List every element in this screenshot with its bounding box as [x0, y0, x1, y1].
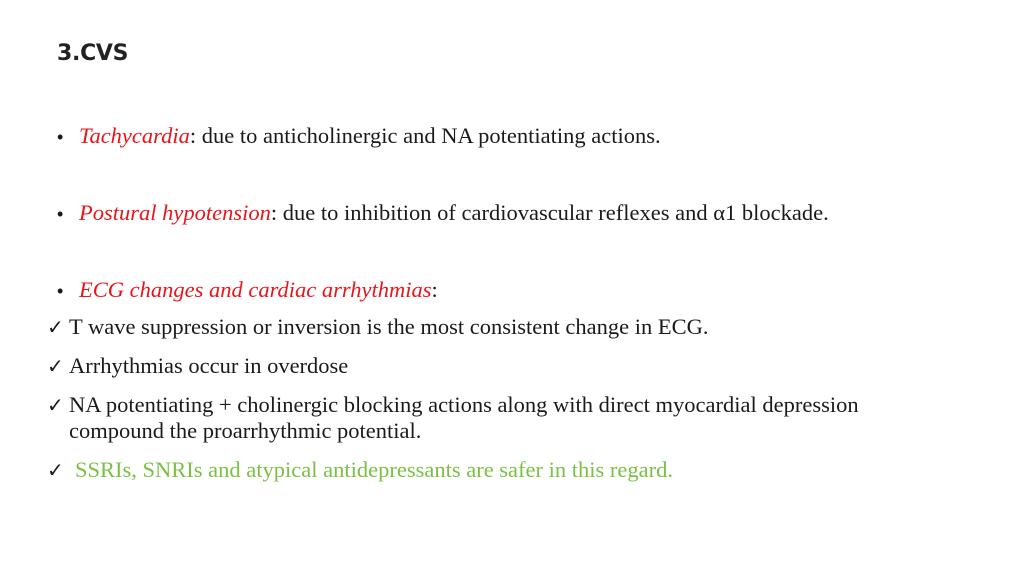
bullet-item-ecg-changes — [57, 277, 438, 304]
bullet-text: : — [431, 277, 438, 302]
check-item-arrhythmias — [47, 353, 982, 379]
bullet-item-postural-hypotension — [57, 200, 829, 227]
check-text: Arrhythmias occur in overdose — [69, 353, 349, 378]
bullet-term: Postural hypotension — [79, 200, 271, 225]
bullet-term: Tachycardia — [79, 123, 190, 148]
checkmark-icon: ✓ — [47, 393, 64, 417]
checkmark-icon: ✓ — [47, 315, 64, 339]
bullet-text: : due to inhibition of cardiovascular reflexes and α1 blockade. — [270, 200, 829, 225]
bullet-item-tachycardia — [57, 123, 661, 150]
check-text-line1: NA potentiating + cholinergic blocking actions along with direct myocardial depression — [69, 392, 859, 417]
check-item-t-wave — [47, 314, 982, 340]
check-text: T wave suppression or inversion is the most consistent change in ECG. — [69, 314, 709, 339]
check-text-line2: compound the proarrhythmic potential. — [69, 418, 422, 443]
bullet-dot-icon: • — [57, 281, 64, 301]
slide-title: 3.CVS — [57, 41, 129, 66]
checkmark-icon: ✓ — [47, 458, 64, 482]
bullet-dot-icon: • — [57, 204, 64, 224]
check-item-ssris — [47, 457, 982, 483]
check-item-na-potentiating — [47, 392, 982, 444]
bullet-dot-icon: • — [57, 127, 64, 147]
bullet-term: ECG changes and cardiac arrhythmias — [79, 277, 432, 302]
bullet-text: : due to anticholinergic and NA potentiating actions. — [189, 123, 661, 148]
check-text-highlight: SSRIs, SNRIs and atypical antidepressants are safer in this regard. — [75, 457, 673, 482]
checkmark-icon: ✓ — [47, 354, 64, 378]
